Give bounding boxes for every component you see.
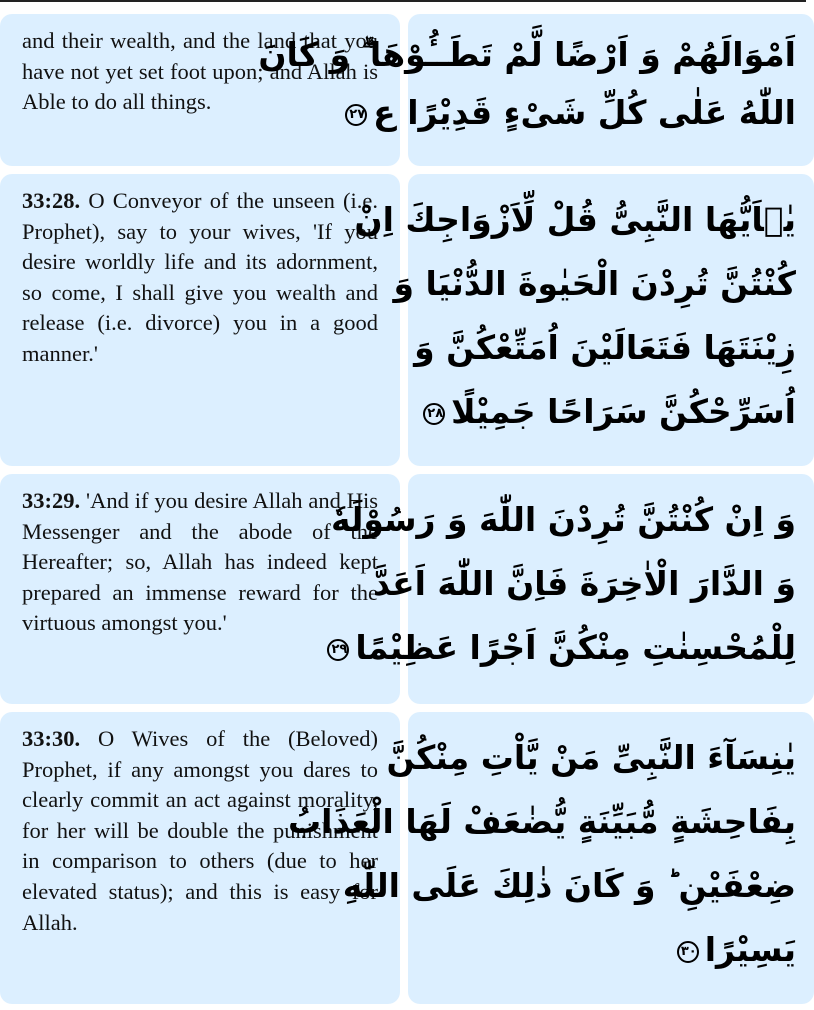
translation-body: and their wealth, and the land that you have not yet set foot upon; and Allah is Able to do all things. [22, 28, 378, 115]
verse-reference: 33:29. [22, 488, 81, 513]
arabic-text [330, 474, 814, 680]
ayah-number-marker: ٢٧ [345, 104, 367, 126]
translation-body: 'And if you desire Allah and His Messenger and the abode of the Hereafter; so, Allah has indeed kept prepared an immense reward for the virtuous amongst you.' [22, 488, 379, 636]
arabic-line: زِیْنَتَهَا فَتَعَالَیْنَ اُمَتِّعْكُنَّ وَ [414, 328, 796, 367]
arabic-cell-1 [258, 14, 814, 166]
ayah-number-marker: ٢٩ [327, 639, 349, 661]
arabic-line: یٰۤاَیُّهَا النَّبِیُّ قُلْ لِّاَزْوَاجِكَ اِنْ [354, 200, 796, 239]
arabic-line-text: اُسَرِّحْكُنَّ سَرَاحًا جَمِیْلًا [451, 392, 796, 431]
arabic-line [426, 380, 796, 444]
arabic-line-text: اللّٰهُ عَلٰی كُلِّ شَیْءٍ قَدِیْرًا ع [373, 93, 796, 132]
arabic-line-text: یَسِیْرًا [704, 930, 796, 969]
arabic-line [426, 918, 796, 982]
arabic-line-text: لِلْمُحْسِنٰتِ مِنْكُنَّ اَجْرًا عَظِیْمًا [355, 628, 796, 667]
arabic-line: وَ الدَّارَ الْاٰخِرَةَ فَاِنَّ اللّٰهَ اَعَدَّ [373, 564, 796, 603]
arabic-cell-3 [330, 474, 814, 704]
arabic-line: اَمْوَالَهُمْ وَ اَرْضًا لَّمْ تَطَــُٔوْهَا ۗ وَ كَانَ [258, 35, 796, 74]
arabic-line: ضِعْفَیْنِ ؕ وَ كَانَ ذٰلِكَ عَلَی اللّٰهِ [342, 866, 796, 905]
arabic-cell-2 [354, 174, 814, 466]
arabic-text [288, 712, 814, 982]
arabic-text [354, 174, 814, 444]
arabic-text [258, 14, 814, 142]
translation-body: O Wives of the (Beloved) Prophet, if any amongst you dares to clearly commit an act against morality, for her will be double the punishment in comparison to others (due to her elevated status); and this is easy for Allah. [22, 726, 379, 935]
ayah-number-marker: ٢٨ [423, 403, 445, 425]
verse-reference: 33:28. [22, 188, 81, 213]
english-cell-2 [0, 174, 400, 466]
translation-body: O Conveyor of the unseen (i.e. Prophet), say to your wives, 'If you desire worldly life and its adornment, so come, I shall give you wealth and release (i.e. divorce) you in a good manner.' [22, 188, 378, 366]
verse-reference: 33:30. [22, 726, 81, 751]
arabic-line: یٰنِسَآءَ النَّبِیِّ مَنْ یَّاْتِ مِنْكُنَّ [386, 738, 796, 777]
english-cell-4 [0, 712, 400, 1004]
arabic-cell-4 [288, 712, 814, 1004]
arabic-line: بِفَاحِشَةٍ مُّبَیِّنَةٍ یُّضٰعَفْ لَهَا الْعَذَابُ [288, 802, 796, 841]
translation-text [0, 174, 400, 370]
arabic-line: وَ اِنْ كُنْتُنَّ تُرِدْنَ اللّٰهَ وَ رَسُوْلَهٗ [330, 500, 796, 539]
top-rule [0, 0, 806, 2]
arabic-line [331, 616, 796, 680]
arabic-line: كُنْتُنَّ تُرِدْنَ الْحَیٰوةَ الدُّنْیَا وَ [393, 264, 796, 303]
arabic-line [349, 84, 796, 142]
ayah-number-marker: ٣٠ [677, 941, 699, 963]
